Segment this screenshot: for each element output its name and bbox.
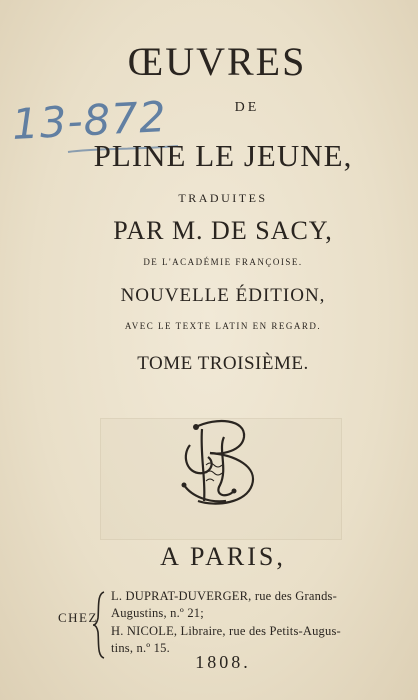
translated-label: TRADUITES bbox=[178, 191, 268, 205]
volume-line: TOME TROISIÈME. bbox=[137, 353, 309, 374]
publisher2-line2: tins, n.º 15. bbox=[111, 641, 170, 655]
publisher1-line2: Augustins, n.º 21; bbox=[111, 606, 204, 620]
publication-year: 1808. bbox=[195, 652, 251, 672]
brace-icon bbox=[92, 590, 106, 660]
author-name: PLINE LE JEUNE, bbox=[93, 138, 353, 173]
publisher2-line1: H. NICOLE, Libraire, rue des Petits-Augus- bbox=[111, 624, 341, 638]
chez-label: CHEZ bbox=[58, 610, 98, 625]
publisher1-line1: L. DUPRAT-DUVERGER, rue des Grands- bbox=[111, 589, 337, 603]
academie-line: DE L'ACADÉMIE FRANÇOISE. bbox=[143, 257, 303, 267]
imprint-city: A PARIS, bbox=[160, 542, 286, 571]
edition-line: NOUVELLE ÉDITION, bbox=[120, 285, 326, 306]
translator-name: PAR M. DE SACY, bbox=[113, 216, 333, 245]
monogram-ornament-icon bbox=[176, 415, 266, 510]
title-connector: DE bbox=[234, 100, 260, 115]
latin-text-line: AVEC LE TEXTE LATIN EN REGARD. bbox=[124, 321, 322, 331]
shelfmark-text: 13-872 bbox=[10, 91, 168, 149]
book-title: ŒUVRES bbox=[127, 39, 307, 84]
